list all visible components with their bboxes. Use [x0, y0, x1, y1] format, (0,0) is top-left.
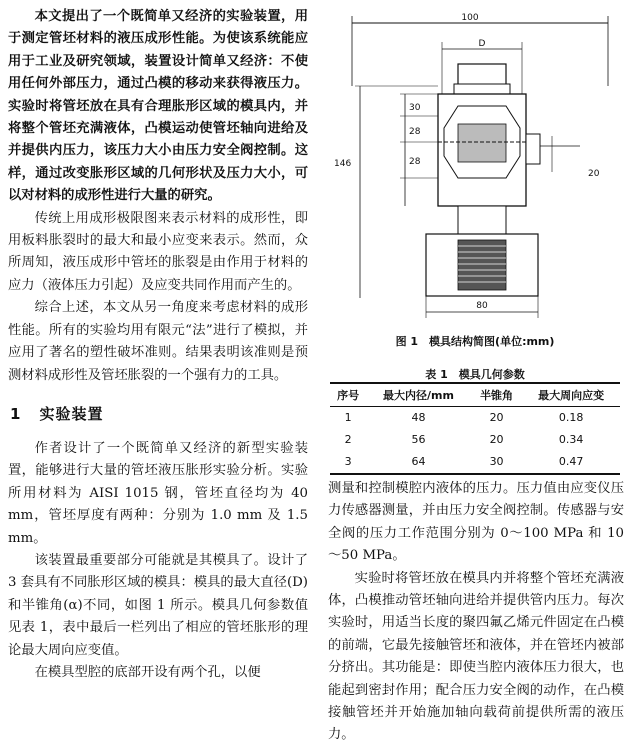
dim-d-label: D	[478, 39, 486, 49]
paragraph-procedure: 实验时将管坯放在模具内并将整个管坯充满液体，凸模推动管坯轴向进给并提供管内压力。每次实验时，用适当长度的聚四氟乙烯元件固定在凸模的前端，它最先接触管坯和液体，并在管坯内被部分挤出。其功能是：即使当腔内液体压力很大，也能起到密封作用；配合压力安全阀的动作，在凸模接触管坯并开始施加轴向载荷前提供所需的液压力。	[328, 570, 624, 743]
dim-total-height: 146	[334, 159, 352, 169]
dim-h2: 28	[409, 127, 421, 137]
dim-bottom-width: 80	[476, 301, 488, 311]
table-cell: 48	[411, 411, 426, 424]
geometry-table	[330, 382, 620, 475]
table-cell: 1	[344, 411, 352, 424]
table-header: 半锥角	[471, 383, 523, 407]
dim-h1: 30	[409, 103, 421, 113]
dim-side: 20	[588, 169, 600, 179]
dim-top-width: 100	[461, 13, 479, 23]
table-row	[330, 407, 620, 430]
table-cell: 56	[411, 433, 426, 446]
section-heading	[10, 403, 308, 424]
table-cell: 20	[489, 433, 504, 446]
die-diagram	[330, 6, 620, 326]
table-cell: 30	[471, 451, 523, 474]
right-column	[328, 478, 624, 747]
table-cell: 0.47	[522, 451, 620, 474]
paragraph-material: 作者设计了一个既简单又经济的新型实验装置，能够进行大量的管坯液压胀形实验分析。实验所用材料为 AISI 1015 钢，管坯直径均为 40 mm，管坯厚度有两种：分别为 1.0 mm 及 1.5 mm。	[8, 440, 308, 546]
section-number: 1	[10, 404, 22, 423]
table-cell: 0.34	[558, 433, 584, 446]
table-header: 最大周向应变	[522, 383, 620, 407]
intro-paragraph: 本文提出了一个既简单又经济的实验装置，用于测定管坯材料的液压成形性能。为使该系统能应用于工业及研究领域，装置设计简单又经济：不使用任何外部压力，通过凸模的移动来获得液压力。实验时将管坯放在具有合理胀形区域的模具内，并将整个管坯充满液体，凸模运动使管坯轴向进给及并提供内压力，该压力大小由压力安全阀控制。这样，通过改变胀形区域的几何形状及压力大小，可以对材料的成形性进行大量的研究。	[8, 9, 308, 204]
section-title: 实验装置	[39, 404, 104, 423]
table-cell: 64	[366, 451, 471, 474]
table-cell: 3	[330, 451, 366, 474]
table-row	[330, 451, 620, 474]
table-header: 最大内径/mm	[366, 383, 471, 407]
paragraph-die: 该装置最重要部分可能就是其模具了。设计了 3 套具有不同胀形区域的模具：模具的最大直径(D)和半锥角(α)不同，如图 1 所示。模具几何参数值见表 1，表中最后一栏列出了相应的管坯胀形的理论最大周向应变值。	[8, 552, 308, 658]
paragraph-fld: 传统上用成形极限图来表示材料的成形性，即用板料胀裂时的最大和最小应变来表示。然而，众所周知，液压成形中管坯的胀裂是由作用于材料的应力（液体压力引起）及应变共同作用而产生的。	[8, 210, 308, 293]
table-header: 序号	[330, 383, 366, 407]
figure-caption: 图 1 模具结构简图(单位:mm)	[395, 335, 555, 348]
left-column	[8, 6, 308, 684]
paragraph-holes: 在模具型腔的底部开设有两个孔，以便	[34, 664, 261, 680]
table-title: 表 1 模具几何参数	[425, 368, 525, 381]
table-cell: 20	[489, 411, 504, 424]
paragraph-pressure: 测量和控制模腔内液体的压力。压力值由应变仪压力传感器测量，并由压力安全阀控制。传感器与安全阀的压力工作范围分别为 0～100 MPa 和 10～50 MPa。	[328, 481, 624, 564]
table-cell: 2	[344, 433, 352, 446]
paragraph-summary: 综合上述，本文从另一角度来考虑材料的成形性能。所有的实验均用有限元“法”进行了模拟，并应用了著名的塑性破坏准则。结果表明该准则是预测材料成形性及管坯胀裂的一个强有力的工具。	[8, 300, 308, 383]
table-cell: 0.18	[558, 411, 584, 424]
table-row	[330, 429, 620, 451]
dim-h3: 28	[409, 157, 421, 167]
